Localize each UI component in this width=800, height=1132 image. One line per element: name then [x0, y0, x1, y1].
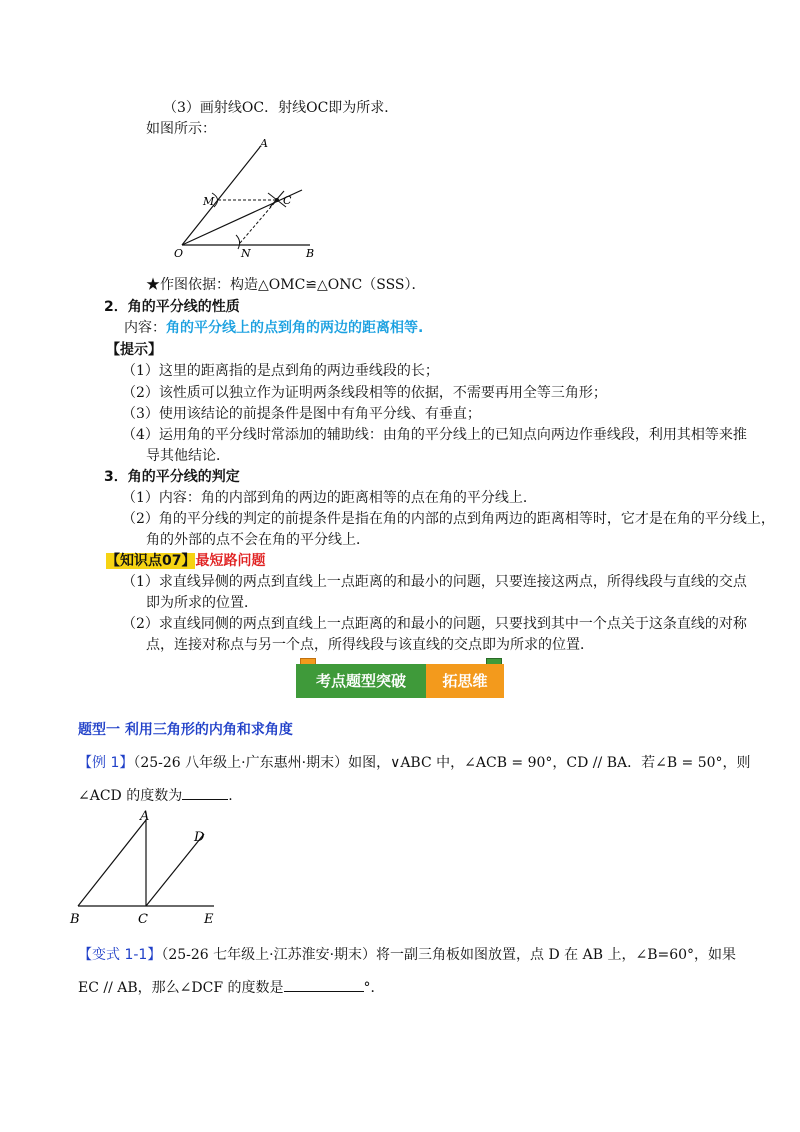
triangle-figure: [66, 808, 236, 932]
tip-item: （1）这里的距离指的是点到角的两边垂线段的长；: [122, 363, 439, 379]
kp-item: （1）求直线异侧的两点到直线上一点距离的和最小的问题，只要连接这两点，所得线段与直线的交点: [122, 574, 747, 590]
ex1-tag: 【例 1】: [78, 755, 134, 771]
label-M: M: [203, 195, 215, 208]
section-banner: [296, 664, 504, 698]
kp-tag: 【知识点07】: [106, 553, 196, 569]
variant-text: （25-26 七年级上·江苏淮安·期末）将一副三角板如图放置，点 D 在 AB 上，∠B=60°，如果: [161, 947, 737, 963]
label-C: C: [283, 194, 292, 207]
example1-line2: ∠ACD 的度数为 .: [78, 785, 233, 806]
banner-left: 考点题型突破: [296, 664, 426, 698]
label-A: A: [260, 137, 268, 150]
example1-line1: [78, 753, 751, 773]
label-B: B: [306, 247, 315, 260]
tip-title: 【提示】: [106, 342, 162, 358]
sec3-item: （1）内容：角的内部到角的两边的距离相等的点在角的平分线上．: [122, 490, 537, 506]
sec3-item: 角的外部的点不会在角的平分线上．: [146, 532, 370, 548]
label-B: B: [70, 912, 80, 927]
content-text: 角的平分线上的点到角的两边的距离相等.: [166, 320, 424, 336]
answer-blank: [182, 785, 228, 800]
tip-item: （4）运用角的平分线时常添加的辅助线：由角的平分线上的已知点向两边作垂线段，利用其相等来推: [122, 427, 747, 443]
variant-text3: °．: [363, 980, 385, 996]
ex1-text: （25-26 八年级上·广东惠州·期末）如图，∨ABC 中，∠ACB = 90°，CD // BA．若∠B = 50°，则: [133, 755, 751, 771]
type1-title: 题型一 利用三角形的内角和求角度: [78, 722, 293, 738]
variant1-line2: [78, 977, 385, 998]
angle-bisector-figure: [170, 135, 330, 265]
label-D: D: [194, 830, 205, 845]
tip-item: 导其他结论．: [146, 448, 230, 464]
construction-basis: ★作图依据：构造△OMC≌△ONC（SSS）．: [146, 277, 426, 293]
tip-item: （3）使用该结论的前提条件是图中有角平分线、有垂直；: [122, 406, 481, 422]
kp-item: 点，连接对称点与另一个点，所得线段与该直线的交点即为所求的位置．: [146, 637, 594, 653]
section2-title: 2．角的平分线的性质: [104, 299, 240, 315]
answer-blank: [284, 977, 364, 992]
knowledge-point-header: [106, 551, 265, 571]
ex1-text2: ∠ACD 的度数为: [78, 788, 183, 804]
label-N: N: [241, 247, 251, 260]
content-line: [124, 318, 423, 338]
kp-title: 最短路问题: [195, 553, 266, 569]
label-O: O: [174, 247, 184, 260]
sec3-item: （2）角的平分线的判定的前提条件是指在角的内部的点到角两边的距离相等时，它才是在角的平分线上，: [122, 511, 775, 527]
label-A: A: [140, 809, 150, 824]
step3-text: （3）画射线OC．射线OC即为所求．: [163, 100, 399, 116]
section3-title: 3．角的平分线的判定: [104, 469, 240, 485]
variant1-line1: [78, 945, 736, 965]
variant-tag: 【变式 1-1】: [78, 947, 162, 963]
label-E: E: [204, 912, 214, 927]
as-shown-text: 如图所示：: [146, 121, 216, 137]
variant-text2: EC // AB，那么∠DCF 的度数是: [78, 980, 284, 996]
banner-right: 拓思维: [426, 664, 504, 698]
content-label: 内容：: [124, 320, 166, 336]
kp-item: 即为所求的位置．: [146, 595, 258, 611]
kp-item: （2）求直线同侧的两点到直线上一点距离的和最小的问题，只要找到其中一个点关于这条直线的对称: [122, 616, 747, 632]
tip-item: （2）该性质可以独立作为证明两条线段相等的依据，不需要再用全等三角形；: [122, 385, 607, 401]
label-C: C: [138, 912, 148, 927]
